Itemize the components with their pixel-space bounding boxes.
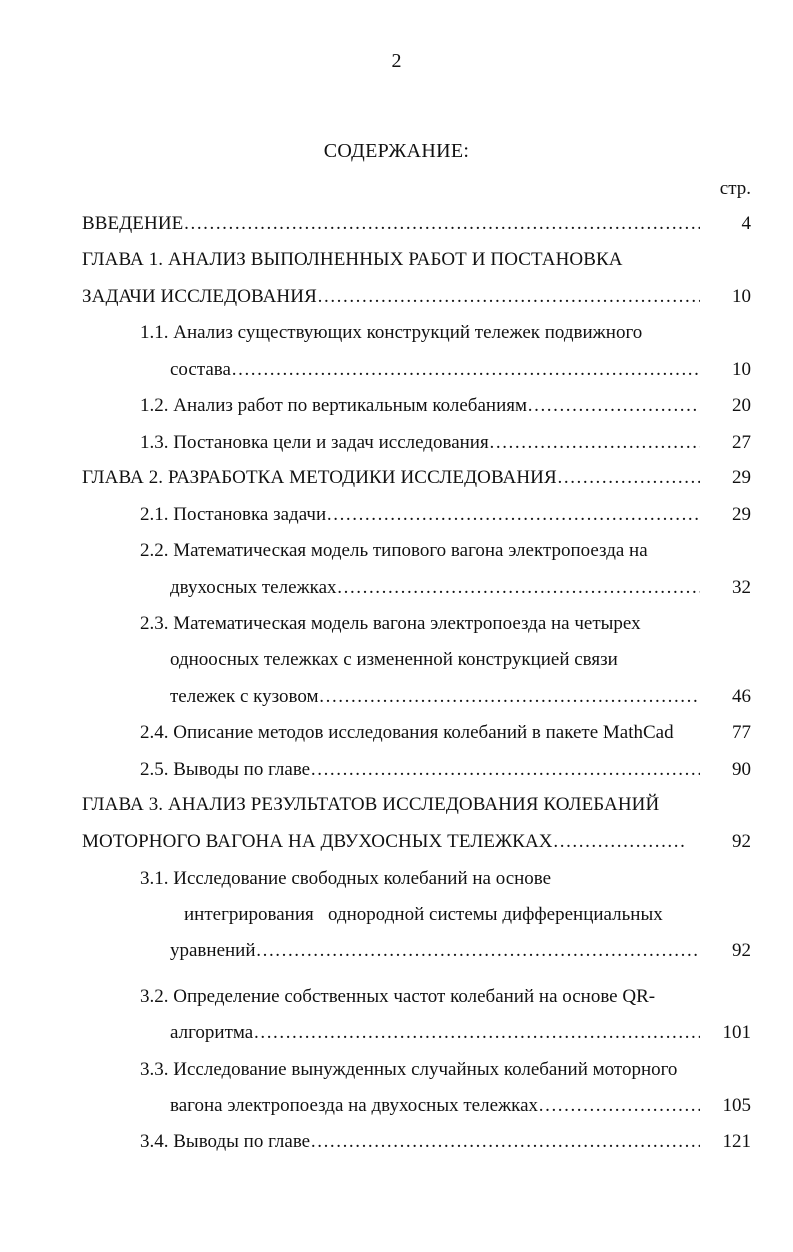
toc-entry-text: 2.1. Постановка задачи xyxy=(140,504,327,525)
toc-entry xyxy=(140,500,700,530)
toc-entry xyxy=(170,355,700,385)
toc-entry xyxy=(140,609,641,639)
toc-entry xyxy=(170,682,700,712)
toc-entry-page: 32 xyxy=(732,577,751,598)
dot-leader xyxy=(253,1018,700,1048)
toc-entry-text: 3.4. Выводы по главе xyxy=(140,1131,311,1152)
toc-entry xyxy=(140,391,700,421)
toc-entry-text: 1.2. Анализ работ по вертикальным колебаниям xyxy=(140,395,528,416)
toc-entry-text: 2.2. Математическая модель типового вагона электропоезда на xyxy=(140,540,648,561)
toc-entry xyxy=(184,900,663,930)
toc-entry xyxy=(170,1018,700,1048)
toc-entry-text: ГЛАВА 2. РАЗРАБОТКА МЕТОДИКИ ИССЛЕДОВАНИЯ xyxy=(82,467,557,488)
toc-entry xyxy=(140,536,648,566)
toc-entry-page: 92 xyxy=(732,831,751,852)
toc-entry-page: 101 xyxy=(722,1022,751,1043)
toc-entry-page: 105 xyxy=(722,1095,751,1116)
toc-entry-text: 2.3. Математическая модель вагона электропоезда на четырех xyxy=(140,613,641,634)
dot-leader xyxy=(489,428,700,458)
toc-entry-page: 92 xyxy=(732,940,751,961)
toc-entry xyxy=(82,245,623,275)
dot-leader xyxy=(527,391,700,421)
dot-leader xyxy=(318,682,700,712)
toc-entry xyxy=(82,282,700,312)
dot-leader xyxy=(553,827,684,857)
toc-entry-page: 27 xyxy=(732,432,751,453)
toc-entry xyxy=(82,790,659,820)
toc-entry-text: 3.1. Исследование свободных колебаний на основе xyxy=(140,868,552,889)
toc-entry-page: 20 xyxy=(732,395,751,416)
toc-entry-text: интегрирования однородной системы дифференциальных xyxy=(184,904,663,925)
dot-leader xyxy=(231,355,700,385)
toc-entry-page: 77 xyxy=(732,722,751,743)
toc-entry xyxy=(140,1127,700,1157)
toc-entry xyxy=(140,755,700,785)
toc-entry-text: 2.5. Выводы по главе xyxy=(140,759,311,780)
dot-leader xyxy=(337,573,700,603)
toc-entry-page: 10 xyxy=(732,359,751,380)
toc-entry-text: алгоритма xyxy=(170,1022,254,1043)
toc-entry xyxy=(82,827,684,857)
toc-entry xyxy=(140,718,674,748)
toc-entry-text: ГЛАВА 1. АНАЛИЗ ВЫПОЛНЕННЫХ РАБОТ И ПОСТАНОВКА xyxy=(82,249,623,270)
toc-entry-text: ГЛАВА 3. АНАЛИЗ РЕЗУЛЬТАТОВ ИССЛЕДОВАНИЯ КОЛЕБАНИЙ xyxy=(82,794,660,815)
dot-leader xyxy=(317,282,700,312)
dot-leader xyxy=(538,1091,700,1121)
toc-entry-page: 90 xyxy=(732,759,751,780)
toc-entry-text: 3.3. Исследование вынужденных случайных колебаний моторного xyxy=(140,1059,678,1080)
toc-entry-text: вагона электропоезда на двухосных тележках xyxy=(170,1095,539,1116)
toc-entry-page: 10 xyxy=(732,286,751,307)
toc-entry-page: 29 xyxy=(732,504,751,525)
toc-entry-page: 4 xyxy=(741,213,751,234)
dot-leader xyxy=(310,755,700,785)
toc-entry xyxy=(140,982,655,1012)
page-column-label: стр. xyxy=(719,178,751,199)
toc-entry-text: уравнений xyxy=(170,940,256,961)
toc-entry-text: одноосных тележках с измененной конструкцией связи xyxy=(170,649,618,670)
toc-entry xyxy=(170,573,700,603)
toc-entry xyxy=(170,645,618,675)
toc-entry-text: 1.1. Анализ существующих конструкций тележек подвижного xyxy=(140,322,643,343)
dot-leader xyxy=(310,1127,700,1157)
page-number: 2 xyxy=(391,50,402,72)
toc-entry-text: тележек с кузовом xyxy=(170,686,319,707)
dot-leader xyxy=(183,209,700,239)
dot-leader xyxy=(326,500,700,530)
toc-entry xyxy=(82,463,700,493)
toc-entry-text: 1.3. Постановка цели и задач исследования xyxy=(140,432,489,453)
dot-leader xyxy=(256,936,700,966)
toc-entry-page: 29 xyxy=(732,467,751,488)
toc-entry-text: 2.4. Описание методов исследования колебаний в пакете MathCad xyxy=(140,722,674,743)
toc-entry xyxy=(140,318,642,348)
toc-entry-page: 121 xyxy=(722,1131,751,1152)
toc-entry-page: 46 xyxy=(732,686,751,707)
toc-title: СОДЕРЖАНИЕ: xyxy=(323,140,470,162)
toc-entry-text: ЗАДАЧИ ИССЛЕДОВАНИЯ xyxy=(82,286,317,307)
toc-entry-text: 3.2. Определение собственных частот колебаний на основе QR- xyxy=(140,986,656,1007)
toc-entry xyxy=(170,1091,700,1121)
toc-entry xyxy=(140,864,551,894)
toc-entry-text: МОТОРНОГО ВАГОНА НА ДВУХОСНЫХ ТЕЛЕЖКАХ xyxy=(82,831,553,852)
toc-entry xyxy=(140,428,700,458)
toc-entry xyxy=(170,936,700,966)
toc-entry xyxy=(82,209,700,239)
toc-entry-text: двухосных тележках xyxy=(170,577,337,598)
toc-entry-text: состава xyxy=(170,359,231,380)
toc-entry xyxy=(140,1055,677,1085)
dot-leader xyxy=(557,463,700,493)
toc-entry-text: ВВЕДЕНИЕ xyxy=(82,213,184,234)
